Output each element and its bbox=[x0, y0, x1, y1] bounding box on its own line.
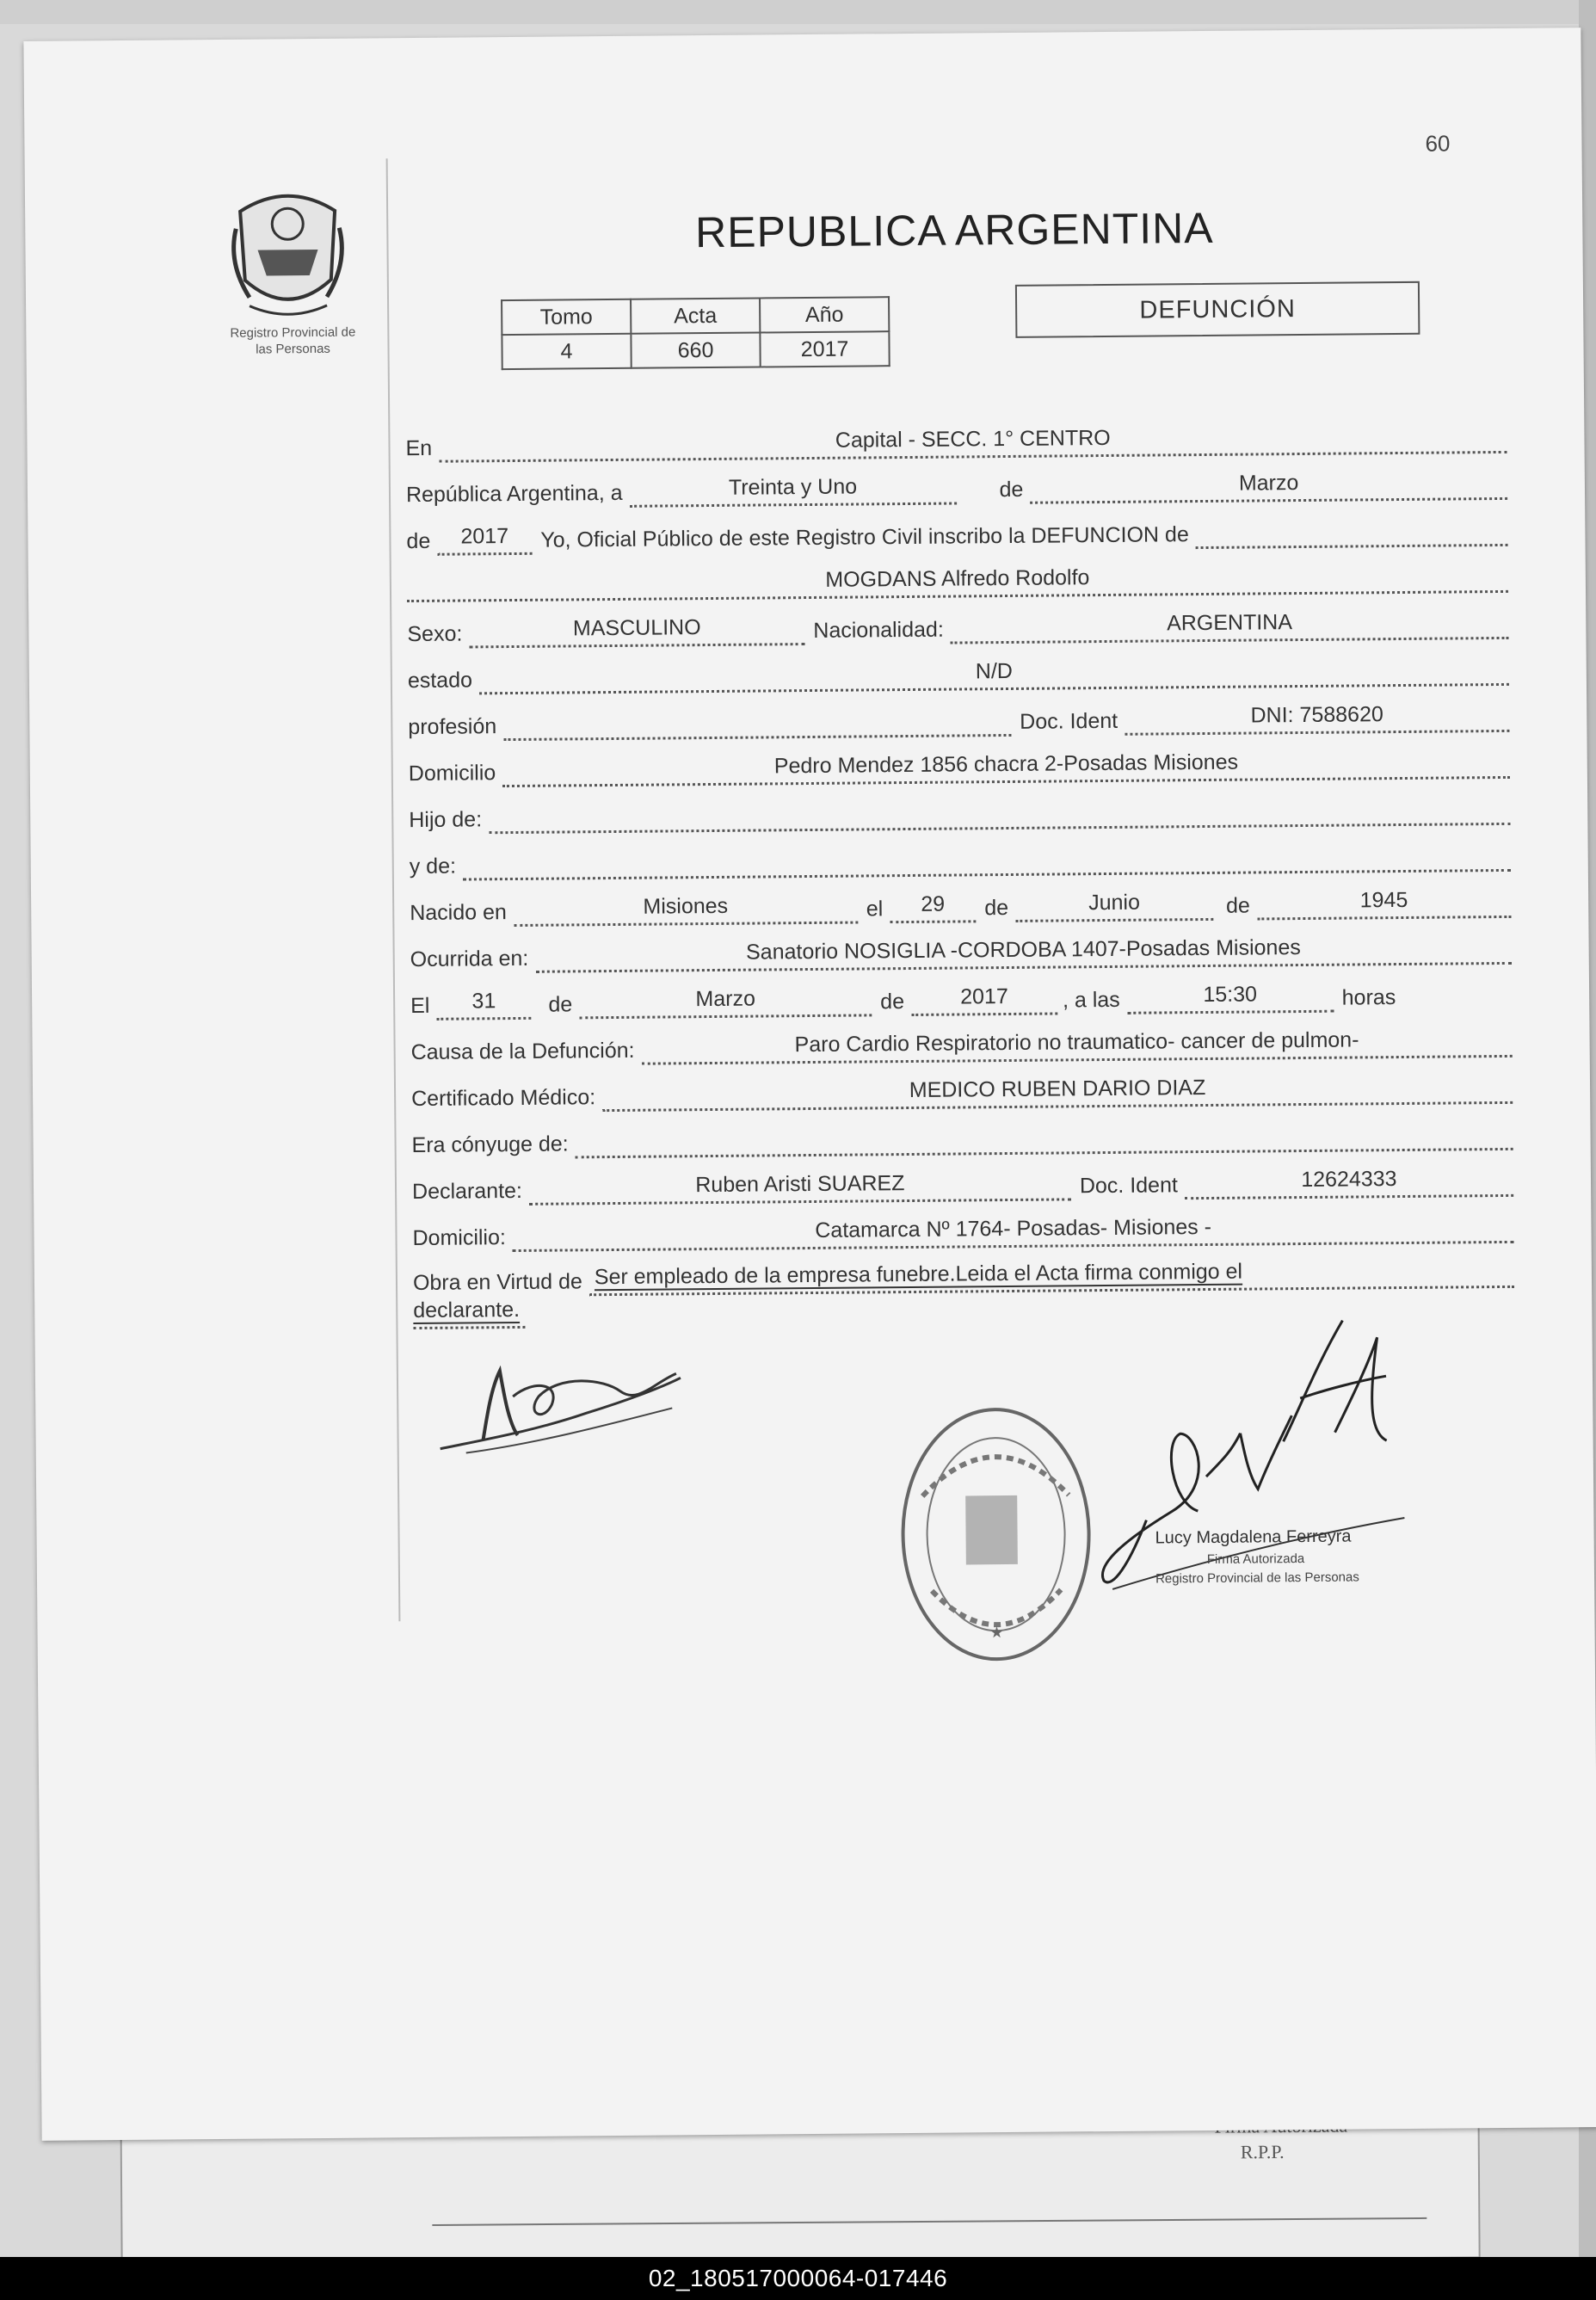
text-oficial: Yo, Oficial Público de este Registro Civil inscribo la DEFUNCION de bbox=[540, 522, 1189, 552]
field-declarante-doc: 12624333 bbox=[1185, 1165, 1513, 1199]
field-hora: 15:30 bbox=[1127, 981, 1334, 1014]
registry-caption bbox=[189, 324, 396, 358]
official-name: Lucy Magdalena Ferreyra bbox=[1155, 1526, 1352, 1548]
label-de2: de bbox=[406, 528, 431, 554]
field-declarante: Ruben Aristi SUAREZ bbox=[529, 1168, 1071, 1205]
row-declarante-domicilio bbox=[412, 1197, 1513, 1253]
field-oficial-blank bbox=[1196, 519, 1508, 549]
reference-value-anio: 2017 bbox=[760, 331, 889, 367]
field-nacido-dia: 29 bbox=[890, 891, 976, 923]
reference-table-value-row bbox=[502, 331, 889, 369]
reference-value-acta: 660 bbox=[631, 332, 760, 367]
field-profesion bbox=[503, 709, 1011, 741]
field-domicilio: Pedro Mendez 1856 chacra 2-Posadas Misiones bbox=[502, 747, 1510, 787]
label-doc-ident: Doc. Ident bbox=[1020, 708, 1118, 734]
label-de5: de bbox=[548, 992, 573, 1017]
row-fallecido bbox=[407, 546, 1508, 602]
reference-header-tomo: Tomo bbox=[502, 299, 631, 335]
field-declarante-domicilio: Catamarca Nº 1764- Posadas- Misiones - bbox=[513, 1212, 1514, 1252]
row-certificado bbox=[411, 1058, 1513, 1113]
label-de: de bbox=[999, 477, 1024, 503]
field-obra-cont: declarante. bbox=[413, 1297, 525, 1329]
field-fallec-mes: Marzo bbox=[579, 984, 872, 1019]
reference-header-anio: Año bbox=[760, 297, 889, 332]
label-ocurrida: Ocurrida en: bbox=[410, 946, 529, 972]
underlying-mark-rpp: R.P.P. bbox=[1240, 2141, 1285, 2163]
label-de6: de bbox=[880, 990, 905, 1014]
field-doc-ident: DNI: 7588620 bbox=[1125, 700, 1509, 736]
label-certificado: Certificado Médico: bbox=[411, 1085, 596, 1112]
row-profesion bbox=[408, 686, 1509, 742]
label-doc-ident2: Doc. Ident bbox=[1079, 1173, 1178, 1199]
label-obra: Obra en Virtud de bbox=[412, 1269, 583, 1296]
field-ocurrida: Sanatorio NOSIGLIA -CORDOBA 1407-Posadas Misiones bbox=[535, 933, 1512, 973]
scan-backdrop-top bbox=[0, 0, 1596, 24]
field-fallecido: MOGDANS Alfredo Rodolfo bbox=[407, 561, 1508, 602]
label-y-de: y de: bbox=[409, 854, 457, 879]
provincial-seal-icon bbox=[223, 176, 353, 324]
label-de3: de bbox=[984, 895, 1009, 921]
label-hijo: Hijo de: bbox=[409, 807, 483, 833]
official-signature-icon bbox=[1093, 1303, 1422, 1615]
reference-header-acta: Acta bbox=[631, 298, 760, 333]
official-org: Registro Provincial de las Personas bbox=[1155, 1569, 1359, 1587]
scan-file-id: 02_180517000064-017446 bbox=[0, 2257, 1596, 2300]
page-title: REPUBLICA ARGENTINA bbox=[694, 203, 1214, 257]
field-estado: N/D bbox=[479, 654, 1509, 694]
official-stamp-icon bbox=[896, 1400, 1096, 1668]
field-dia-letras: Treinta y Uno bbox=[629, 473, 956, 508]
row-declarante bbox=[412, 1150, 1513, 1206]
row-domicilio bbox=[409, 732, 1510, 788]
label-causa: Causa de la Defunción: bbox=[410, 1038, 635, 1065]
margin-rule bbox=[386, 158, 401, 1621]
label-nacido: Nacido en bbox=[410, 900, 507, 926]
label-nacionalidad: Nacionalidad: bbox=[813, 617, 944, 643]
registry-caption-line2: las Personas bbox=[256, 341, 330, 357]
field-nacionalidad: ARGENTINA bbox=[951, 607, 1509, 644]
field-nacido-mes: Junio bbox=[1015, 889, 1213, 922]
label-en: En bbox=[405, 435, 433, 461]
label-sexo: Sexo: bbox=[407, 621, 463, 647]
label-domicilio2: Domicilio: bbox=[412, 1225, 507, 1251]
row-fecha-defuncion bbox=[410, 965, 1512, 1021]
field-certificado: MEDICO RUBEN DARIO DIAZ bbox=[602, 1072, 1513, 1112]
field-anio: 2017 bbox=[437, 523, 532, 556]
row-sexo bbox=[407, 593, 1508, 649]
row-nacido bbox=[410, 872, 1511, 928]
field-lugar: Capital - SECC. 1° CENTRO bbox=[439, 422, 1507, 463]
registry-caption-line1: Registro Provincial de bbox=[230, 324, 356, 341]
underlying-rule bbox=[432, 2217, 1427, 2226]
declarant-signature-icon bbox=[431, 1343, 690, 1466]
official-role: Firma Autorizada bbox=[1206, 1551, 1305, 1568]
reference-table bbox=[501, 296, 890, 370]
row-fecha bbox=[406, 453, 1507, 509]
label-a-las: , a las bbox=[1062, 987, 1120, 1013]
field-fallec-dia: 31 bbox=[436, 988, 531, 1021]
row-y-de bbox=[409, 825, 1510, 881]
field-nacido-lugar: Misiones bbox=[514, 892, 858, 927]
label-horas: horas bbox=[1341, 985, 1396, 1010]
field-fallec-anio: 2017 bbox=[911, 984, 1057, 1016]
label-el2: El bbox=[410, 993, 430, 1019]
label-conyuge: Era cónyuge de: bbox=[411, 1132, 569, 1158]
field-nacido-anio: 1945 bbox=[1257, 886, 1512, 921]
label-de4: de bbox=[1225, 893, 1251, 918]
label-domicilio: Domicilio bbox=[408, 761, 496, 786]
row-lugar bbox=[405, 407, 1507, 463]
svg-text:★: ★ bbox=[989, 1624, 1004, 1643]
row-hijo bbox=[409, 779, 1510, 835]
row-oficial bbox=[406, 500, 1507, 556]
field-causa: Paro Cardio Respiratorio no traumatico- cancer de pulmon- bbox=[641, 1026, 1512, 1065]
label-profesion: profesión bbox=[408, 714, 497, 740]
page-number: 60 bbox=[1425, 130, 1451, 157]
row-ocurrida bbox=[410, 918, 1511, 974]
reference-value-tomo: 4 bbox=[502, 334, 631, 369]
document-type-box: DEFUNCIÓN bbox=[1015, 281, 1420, 338]
reference-table-header-row bbox=[502, 297, 889, 335]
field-sexo: MASCULINO bbox=[469, 614, 804, 648]
label-declarante: Declarante: bbox=[411, 1178, 523, 1205]
row-estado bbox=[408, 639, 1509, 695]
field-mes: Marzo bbox=[1030, 468, 1507, 504]
label-republica: República Argentina, a bbox=[405, 480, 623, 508]
row-conyuge bbox=[411, 1104, 1513, 1160]
label-el: el bbox=[866, 897, 884, 922]
row-causa bbox=[410, 1011, 1512, 1067]
certificate-sheet bbox=[23, 28, 1596, 2141]
label-estado: estado bbox=[407, 668, 473, 694]
certificate-form bbox=[405, 407, 1514, 1339]
field-obra: Ser empleado de la empresa funebre.Leida el Acta firma conmigo el bbox=[589, 1256, 1514, 1296]
